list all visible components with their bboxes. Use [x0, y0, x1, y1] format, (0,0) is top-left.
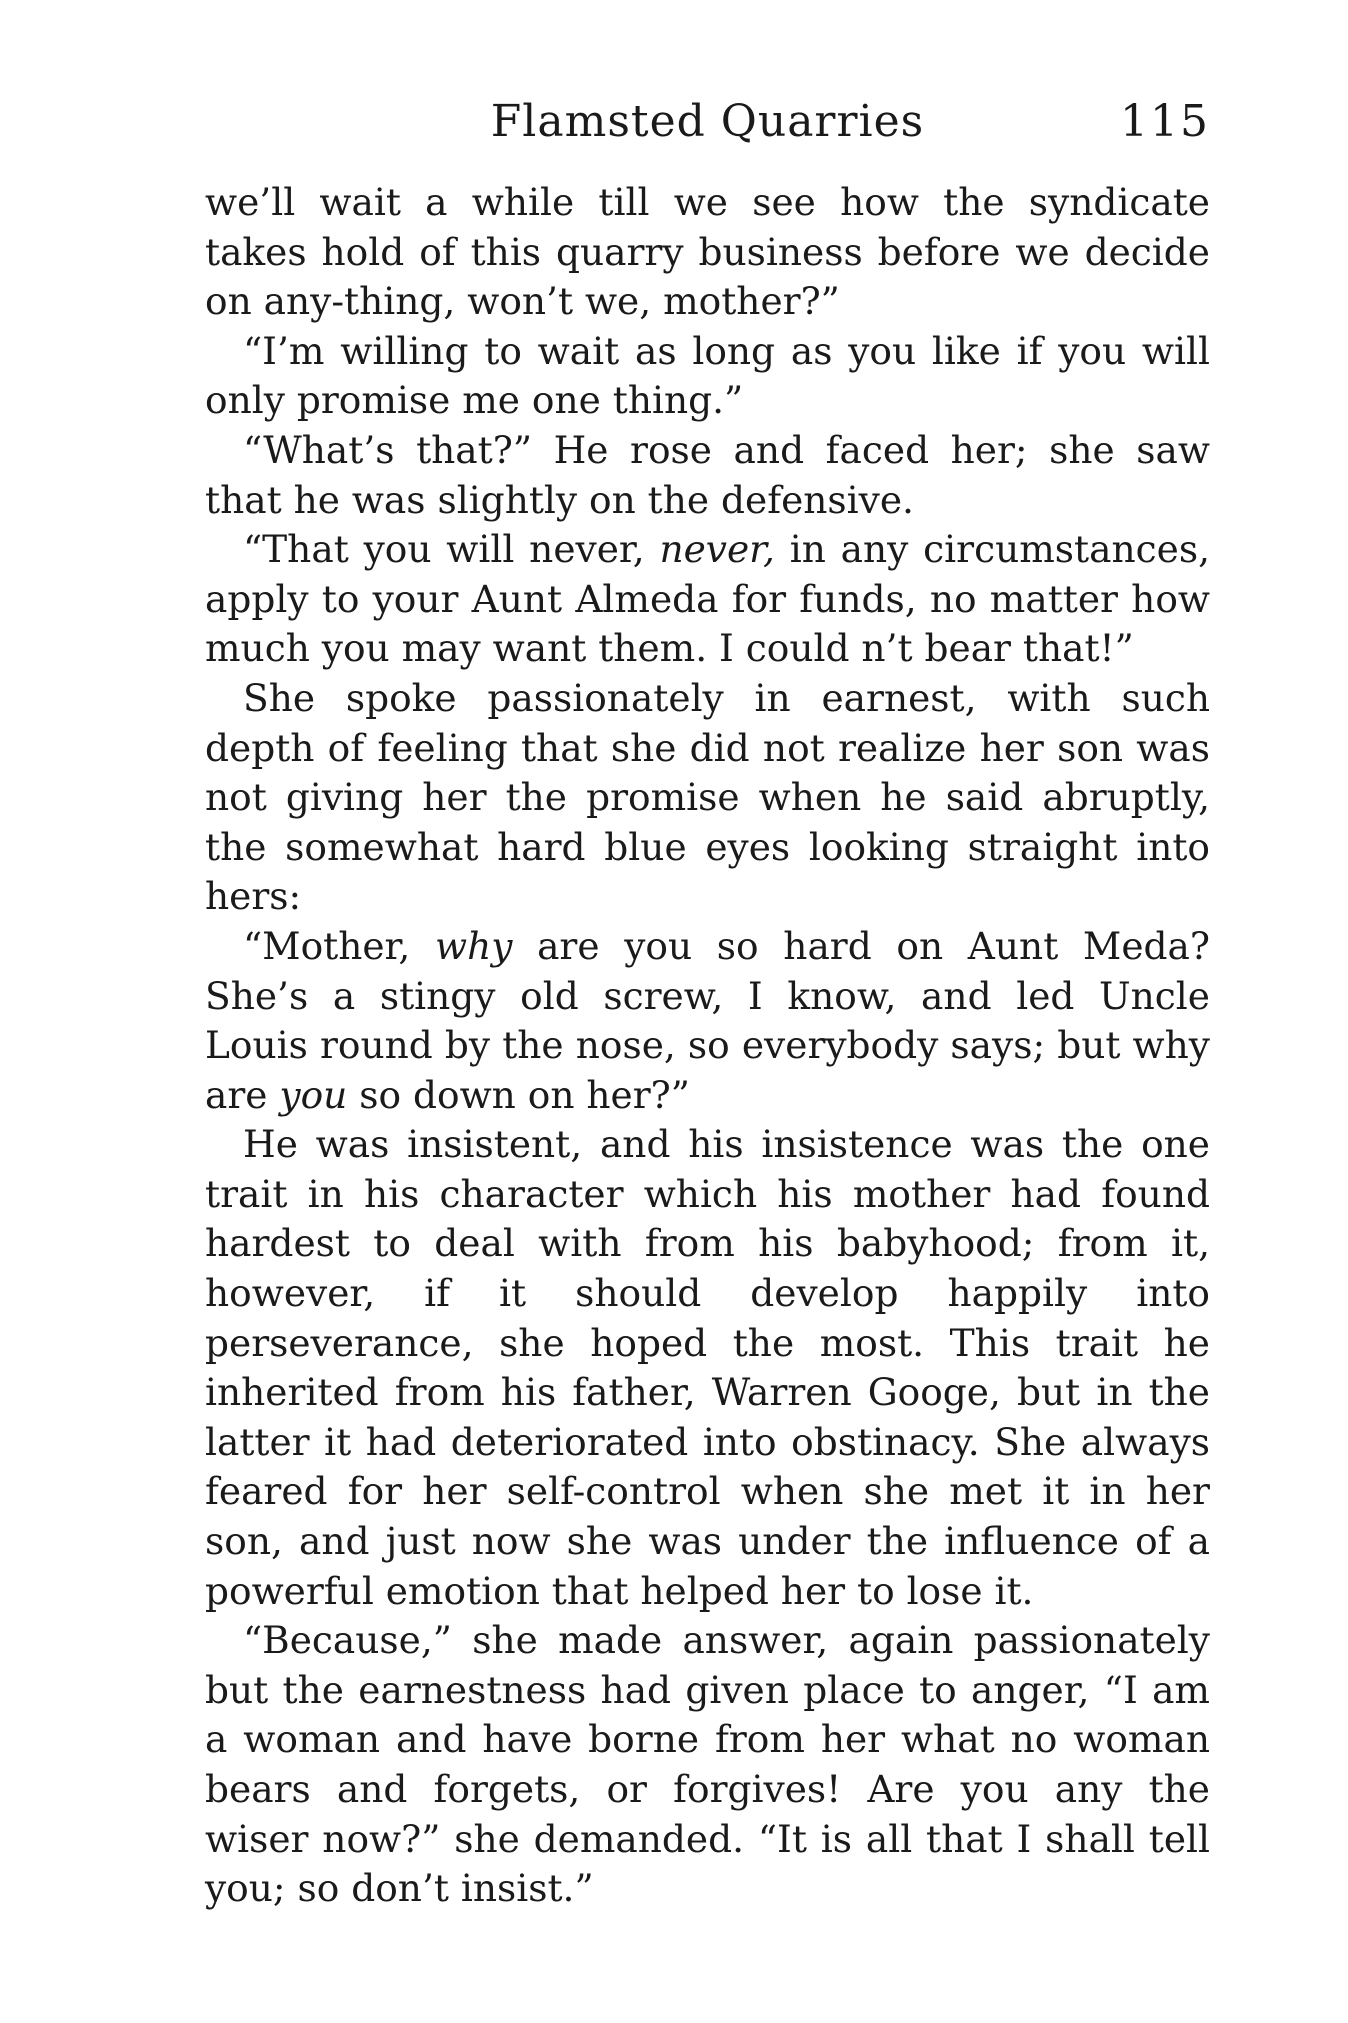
- text-run: She spoke passionately in earnest, with such depth of feeling that she did not realize her son was not giving her the promise when he said abruptly, the somewhat hard blue eyes looking straight into hers:: [205, 675, 1210, 919]
- text-run: are you so hard on Aunt Meda? She’s a stingy old screw, I know, and led Uncle Louis round by the nose, so everybody says; but why are: [205, 923, 1210, 1117]
- page-number: 115: [1120, 96, 1210, 147]
- italic-text: never,: [659, 527, 775, 572]
- paragraph: [205, 426, 1210, 525]
- text-run: “What’s that?” He rose and faced her; she saw that he was slightly on the defensive.: [205, 427, 1210, 522]
- paragraph: [205, 525, 1210, 674]
- body-text: [205, 178, 1210, 1914]
- text-run: He was insistent, and his insistence was the one trait in his character which his mother had found hardest to deal with from his babyhood; from it, however, if it should develop happily into perseverance, she hoped the most. This trait he inherited from his father, Warren Googe, but in the latter it had deteriorated into obstinacy. She always feared for her self-control when she met it in her son, and just now she was under the influence of a powerful emotion that helped her to lose it.: [205, 1122, 1210, 1613]
- text-run: “I’m willing to wait as long as you like if you will only promise me one thing.”: [205, 328, 1210, 423]
- italic-text: you: [279, 1072, 348, 1117]
- text-run: “That you will never,: [243, 527, 660, 572]
- text-run: “Mother,: [243, 923, 435, 968]
- paragraph: [205, 922, 1210, 1120]
- running-head: [205, 92, 1210, 152]
- italic-text: why: [434, 923, 513, 968]
- text-run: in any circumstances, apply to your Aunt Almeda for funds, no matter how much you may want them. I could n’t bear that!”: [205, 527, 1210, 671]
- paragraph: [205, 178, 1210, 327]
- paragraph: [205, 1616, 1210, 1914]
- running-title: Flamsted Quarries: [490, 96, 925, 147]
- text-run: “Because,” she made answer, again passionately but the earnestness had given place to anger, “I am a woman and have borne from her what no woman bears and forgets, or forgives! Are you any the wiser now?” she demanded. “It is all that I shall tell you; so don’t insist.”: [205, 1618, 1210, 1911]
- text-run: we’ll wait a while till we see how the syndicate takes hold of this quarry business before we decide on any-thing, won’t we, mother?”: [205, 180, 1210, 324]
- paragraph: [205, 674, 1210, 922]
- paragraph: [205, 327, 1210, 426]
- paragraph: [205, 1120, 1210, 1616]
- text-run: so down on her?”: [347, 1072, 690, 1117]
